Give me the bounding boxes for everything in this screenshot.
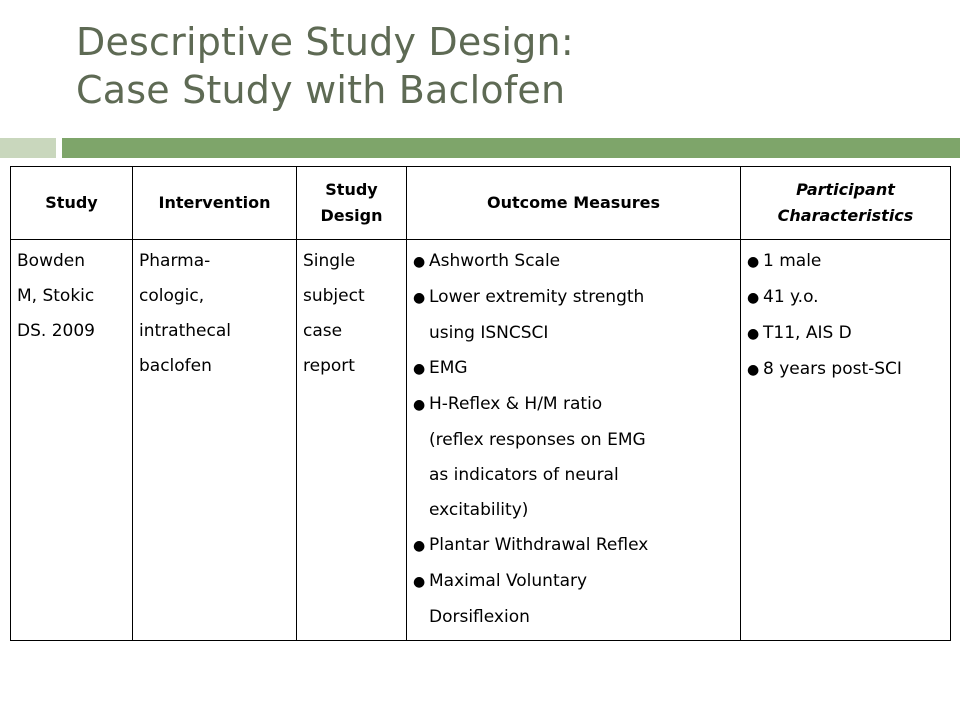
list-item: ● Plantar Withdrawal Reflex: [413, 528, 734, 564]
slide-title: [76, 18, 574, 114]
bullet-icon: ●: [747, 362, 760, 378]
list-item-continuation: excitability): [429, 500, 529, 520]
header-intervention: Intervention: [133, 167, 297, 240]
bullet-icon: ●: [413, 254, 426, 270]
list-item-continuation: Dorsiflexion: [429, 607, 530, 627]
list-item: ● Maximal Voluntary: [413, 564, 734, 600]
cell-study-design: Single subject case report: [297, 240, 407, 641]
bullet-icon: ●: [413, 290, 426, 306]
bullet-icon: ●: [747, 326, 760, 342]
study-table: [10, 166, 951, 641]
title-rule-accent: [0, 138, 56, 158]
cell-outcome-measures: [407, 240, 741, 641]
list-item-continuation: as indicators of neural: [429, 465, 619, 485]
header-participant-characteristics: Participant Characteristics: [741, 167, 951, 240]
bullet-icon: ●: [413, 361, 426, 377]
list-item: ● H-Reflex & H/M ratio: [413, 387, 734, 423]
list-item-continuation: using ISNCSCI: [429, 323, 549, 343]
list-item-continuation: (reflex responses on EMG: [429, 430, 646, 450]
bullet-icon: ●: [747, 290, 760, 306]
list-item: ● EMG: [413, 351, 734, 387]
header-outcome-measures: Outcome Measures: [407, 167, 741, 240]
list-item: ● T11, AIS D: [747, 316, 944, 352]
cell-study: Bowden M, Stokic DS. 2009: [11, 240, 133, 641]
list-item: ● 1 male: [747, 244, 944, 280]
list-item: ● 41 y.o.: [747, 280, 944, 316]
bullet-icon: ●: [413, 397, 426, 413]
bullet-icon: ●: [747, 254, 760, 270]
list-item: ● Ashworth Scale: [413, 244, 734, 280]
list-item: ● Lower extremity strength: [413, 280, 734, 316]
table-row: [11, 240, 951, 641]
title-line-2: Case Study with Baclofen: [76, 68, 566, 112]
bullet-icon: ●: [413, 574, 426, 590]
list-item: ● 8 years post-SCI: [747, 352, 944, 388]
bullet-icon: ●: [413, 538, 426, 554]
header-row: [11, 167, 951, 240]
header-study: Study: [11, 167, 133, 240]
title-rule-bar: [62, 138, 960, 158]
title-line-1: Descriptive Study Design:: [76, 20, 574, 64]
cell-participant-characteristics: [741, 240, 951, 641]
cell-intervention: Pharma- cologic, intrathecal baclofen: [133, 240, 297, 641]
header-study-design: Study Design: [297, 167, 407, 240]
